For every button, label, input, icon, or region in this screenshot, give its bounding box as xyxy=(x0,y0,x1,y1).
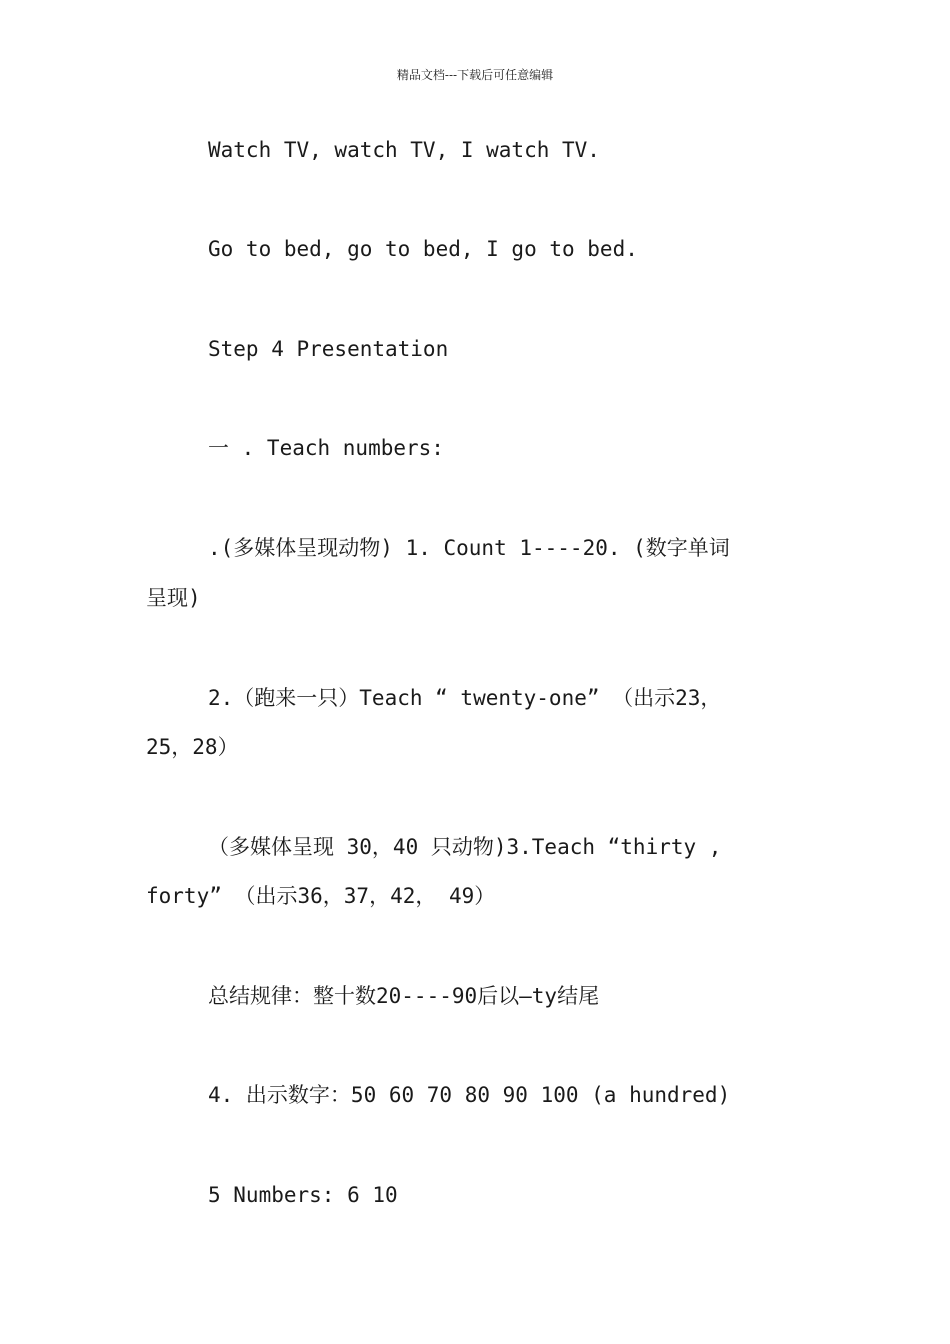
text-line: 4. 出示数字：50 60 70 80 90 100 (a hundred) xyxy=(208,1083,731,1107)
text-line: 总结规律：整十数20----90后以—ty结尾 xyxy=(208,984,600,1008)
text-line: 25，28） xyxy=(146,735,239,759)
text-line: 2.（跑来一只）Teach “ twenty-one” （出示23， xyxy=(208,686,722,710)
text-line: 呈现) xyxy=(146,586,201,610)
text-line: Go to bed, go to bed, I go to bed. xyxy=(208,237,638,261)
text-line: Watch TV, watch TV, I watch TV. xyxy=(208,138,600,162)
page-header: 精品文档---下载后可任意编辑 xyxy=(396,68,554,82)
text-line: 5 Numbers: 6 10 xyxy=(208,1183,398,1207)
text-line: （多媒体呈现 30，40 只动物)3.Teach “thirty , xyxy=(208,835,722,859)
text-line: 一 . Teach numbers: xyxy=(208,436,444,460)
text-line: Step 4 Presentation xyxy=(208,337,449,361)
text-line: .(多媒体呈现动物) 1. Count 1----20. (数字单词 xyxy=(208,536,730,560)
text-line: forty” （出示36，37，42， 49） xyxy=(146,884,496,908)
